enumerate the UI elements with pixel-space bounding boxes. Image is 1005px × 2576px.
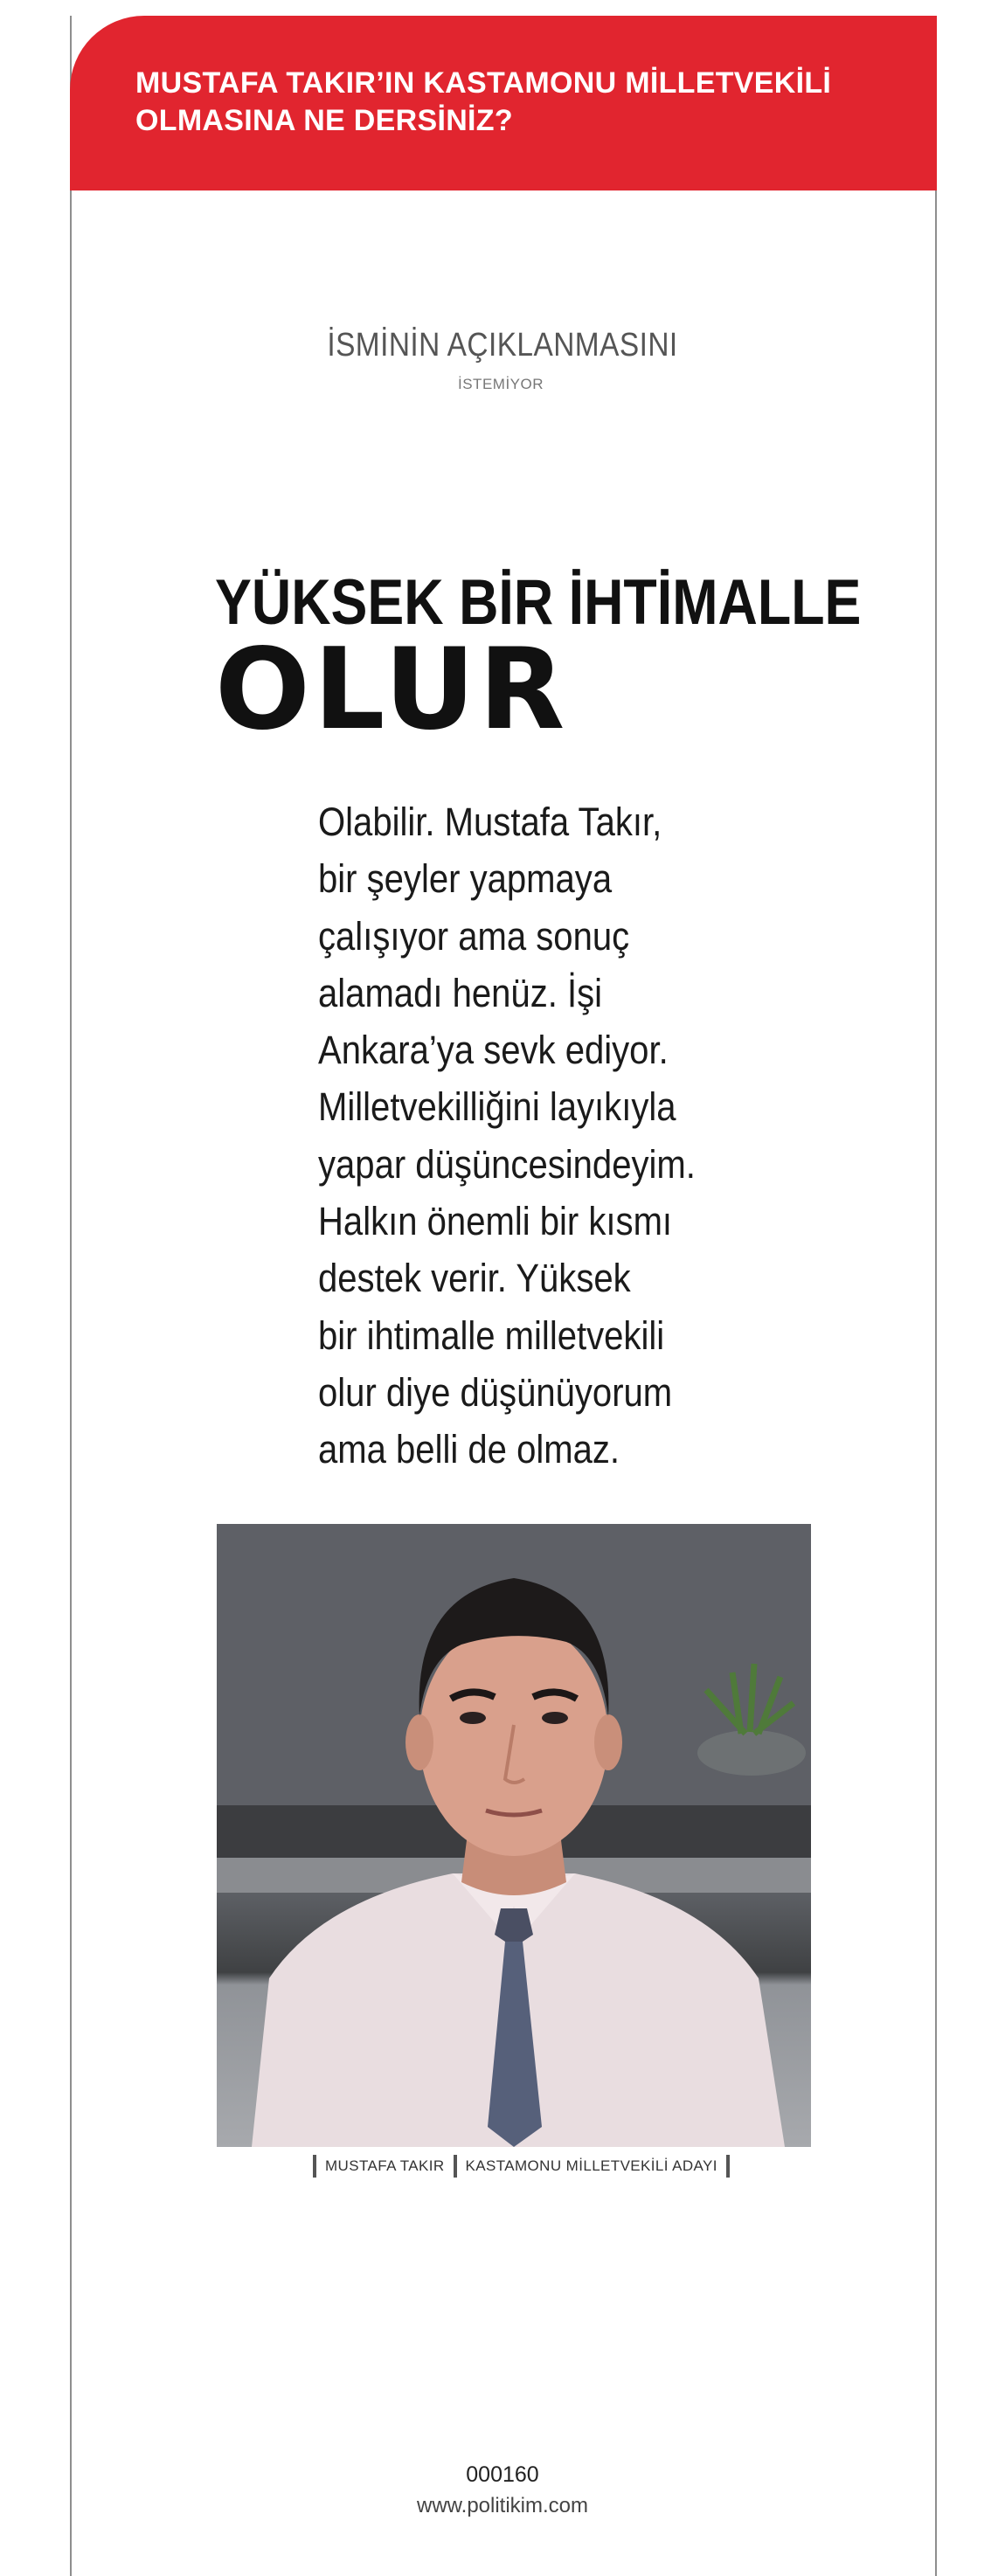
portrait-photo (217, 1524, 811, 2147)
caption-divider (726, 2155, 730, 2178)
respondent-block (0, 325, 1005, 365)
tie-knot (495, 1908, 533, 1942)
question-title: MUSTAFA TAKIR’IN KASTAMONU MİLLETVEKİLİ OLMASINA NE DERSİNİZ? (135, 66, 832, 137)
left-ear (405, 1714, 433, 1770)
website-url: www.politikim.com (416, 2494, 589, 2517)
caption-name: MUSTAFA TAKIR (325, 2157, 445, 2174)
respondent-name-sub: İSTEMİYOR (458, 376, 544, 392)
respondent-name: İSMİNİN AÇIKLANMASINI (327, 327, 678, 364)
face (419, 1620, 608, 1856)
photo-caption (304, 2153, 738, 2179)
plant-pot (697, 1730, 806, 1776)
right-ear (594, 1714, 622, 1770)
page-number: 000160 (466, 2462, 539, 2487)
answer-headline: YÜKSEK BİR İHTİMALLE (215, 567, 862, 638)
caption-divider (454, 2155, 457, 2178)
caption-role: KASTAMONU MİLLETVEKİLİ ADAYI (465, 2157, 717, 2174)
question-banner (70, 16, 937, 190)
left-eye (460, 1712, 486, 1724)
answer-body-text: Olabilir. Mustafa Takır, bir şeyler yapmaya çalışıyor ama sonuç alamadı henüz. İşi Ankara’ya sevk ediyor. Milletvekilliğini layıkıyla yapar düşüncesindeyim. Halkın önemli bir kısmı destek verir. Yüksek bir ihtimalle milletvekili olur diye düşünüyorum ama belli de olmaz. (318, 800, 696, 1472)
answer-big-word: OLUR (215, 625, 569, 755)
caption-divider (313, 2155, 316, 2178)
portrait-illustration (217, 1524, 811, 2147)
right-eye (542, 1712, 568, 1724)
